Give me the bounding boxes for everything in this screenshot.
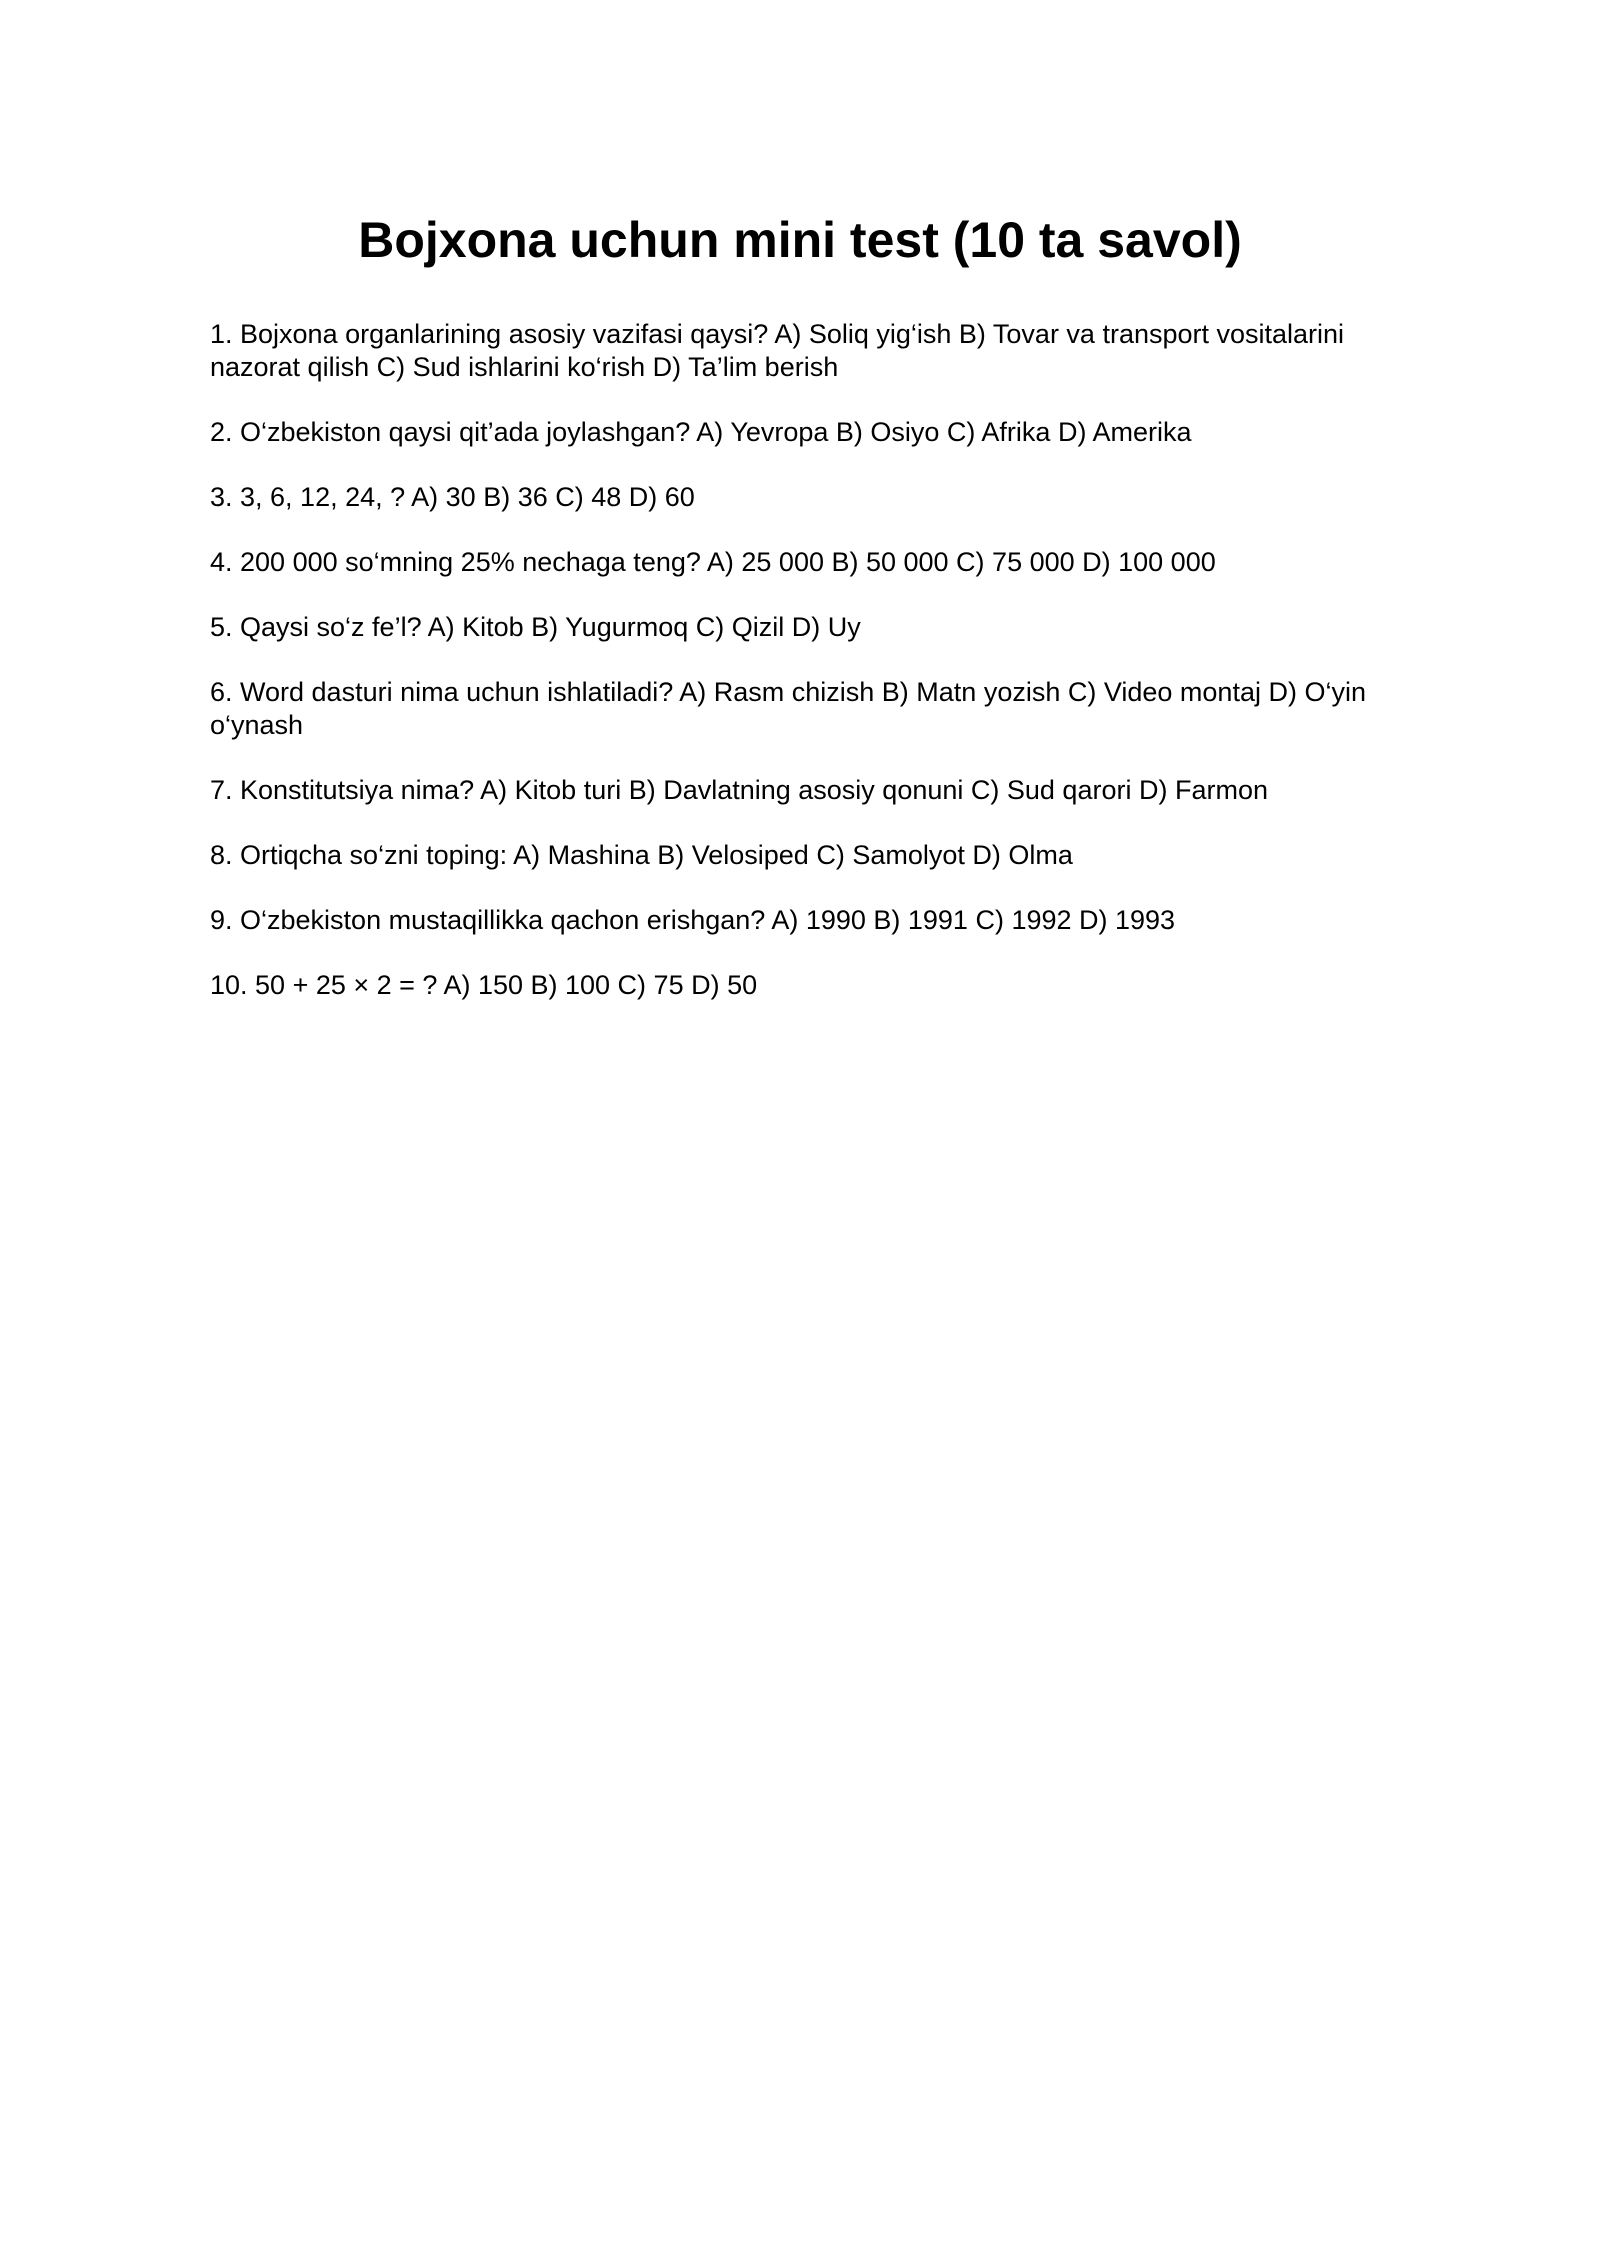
question-list <box>210 318 1390 1034</box>
question-2: 2. O‘zbekiston qaysi qit’ada joylashgan? A) Yevropa B) Osiyo C) Afrika D) Amerika <box>210 417 1192 447</box>
question-6: 6. Word dasturi nima uchun ishlatiladi? A) Rasm chizish B) Matn yozish C) Video montaj D) O‘yin o‘ynash <box>210 677 1366 740</box>
question-1: 1. Bojxona organlarining asosiy vazifasi qaysi? A) Soliq yig‘ish B) Tovar va transport vositalarini nazorat qilish C) Sud ishlarini ko‘rish D) Ta’lim berish <box>210 319 1345 382</box>
question-9: 9. O‘zbekiston mustaqillikka qachon erishgan? A) 1990 B) 1991 C) 1992 D) 1993 <box>210 905 1176 935</box>
question-4: 4. 200 000 so‘mning 25% nechaga teng? A) 25 000 B) 50 000 C) 75 000 D) 100 000 <box>210 547 1216 577</box>
question-10: 10. 50 + 25 × 2 = ? A) 150 B) 100 C) 75 D) 50 <box>210 970 758 1000</box>
question-7: 7. Konstitutsiya nima? A) Kitob turi B) Davlatning asosiy qonuni C) Sud qarori D) Farmon <box>210 775 1268 805</box>
page-title: Bojxona uchun mini test (10 ta savol) <box>358 212 1242 268</box>
question-3: 3. 3, 6, 12, 24, ? A) 30 B) 36 C) 48 D) 60 <box>210 482 695 512</box>
question-5: 5. Qaysi so‘z fe’l? A) Kitob B) Yugurmoq C) Qizil D) Uy <box>210 612 861 642</box>
question-8: 8. Ortiqcha so‘zni toping: A) Mashina B) Velosiped C) Samolyot D) Olma <box>210 840 1073 870</box>
